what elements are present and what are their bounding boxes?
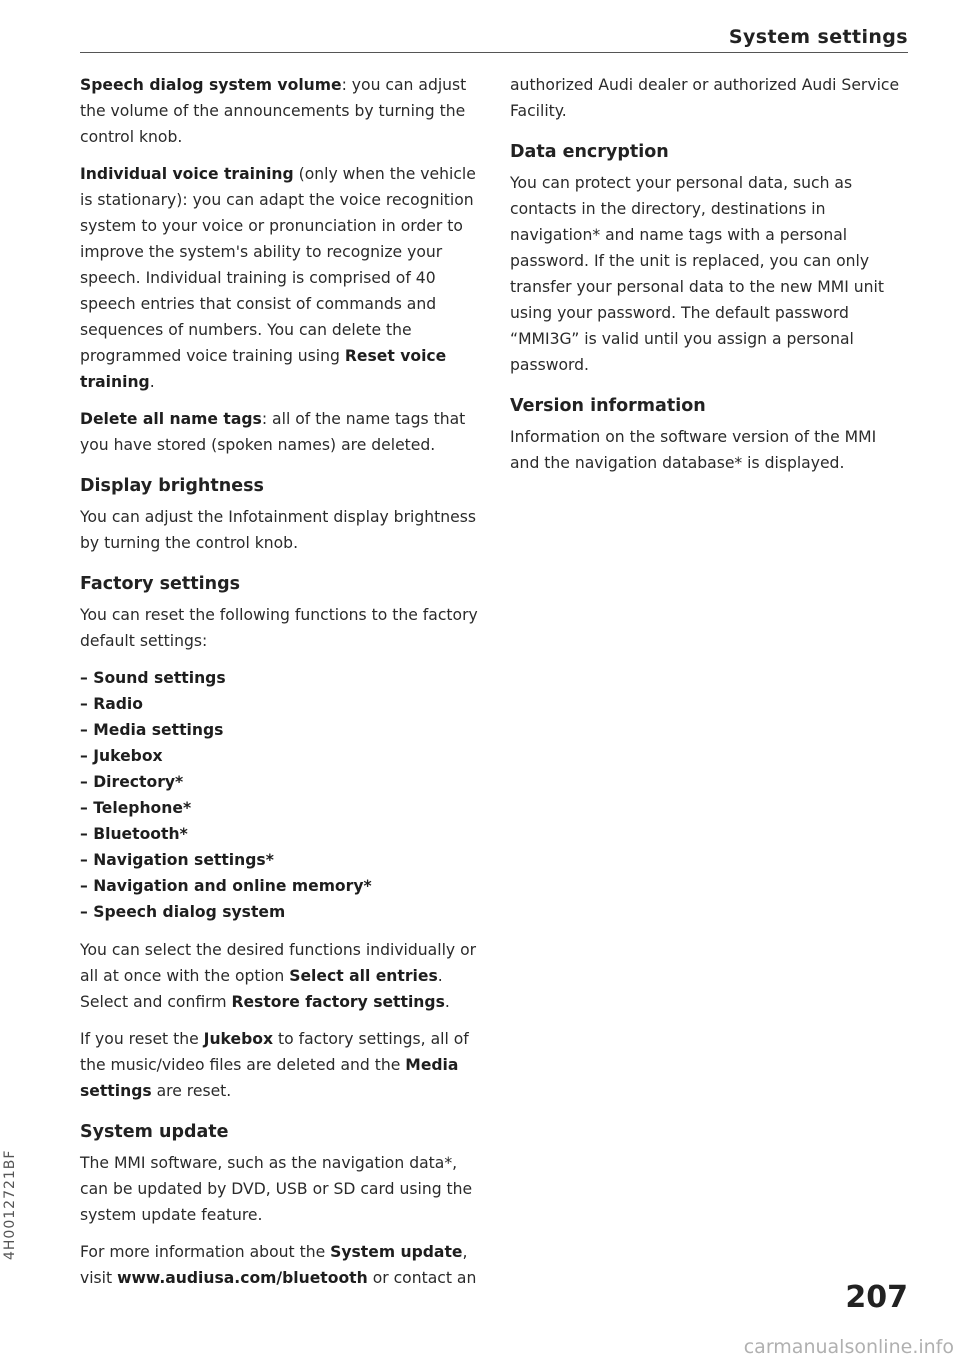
list-item: – Jukebox <box>80 747 163 765</box>
term-restore-factory-settings: Restore factory settings <box>231 993 445 1011</box>
speech-volume-paragraph <box>80 72 478 150</box>
page-number: 207 <box>845 1280 908 1315</box>
header-rule <box>80 52 908 53</box>
list-item: – Directory* <box>80 773 184 791</box>
select-entries-paragraph <box>80 937 478 1015</box>
list-item: – Navigation settings* <box>80 851 274 869</box>
list-item: – Sound settings <box>80 669 226 687</box>
term-reset-voice-training: Reset voice training <box>80 347 447 391</box>
document-code: 4H0012721BF <box>2 1149 18 1260</box>
version-information-text: Information on the software version of the MMI and the navigation database* is displayed. <box>510 428 877 472</box>
list-item: – Bluetooth* <box>80 825 188 843</box>
term-system-update: System update <box>330 1243 463 1261</box>
select-text-3: . <box>444 993 450 1011</box>
data-encryption-text: You can protect your personal data, such as contacts in the directory, destinations in navigation* and name tags with a personal password. If the unit is replaced, you can only transfer your personal data to the new MMI unit using your password. The default password “MMI3G” is valid until you assign a personal password. <box>510 174 884 374</box>
term-speech-volume: Speech dialog system volume <box>80 76 342 94</box>
list-item: – Navigation and online memory* <box>80 877 372 895</box>
continued-text: authorized Audi dealer or authorized Audi Service Facility. <box>510 76 900 120</box>
more-text-1: For more information about the <box>80 1243 331 1261</box>
term-delete-name-tags: Delete all name tags <box>80 410 262 428</box>
jukebox-reset-paragraph <box>80 1026 478 1104</box>
speech-volume-text: : you can adjust the volume of the announcements by turning the control knob. <box>80 76 467 146</box>
data-encryption-heading: Data encryption <box>510 142 669 162</box>
reset-text-2: to factory settings, all of the music/video files are deleted and the <box>80 1030 469 1074</box>
list-item: – Media settings <box>80 721 224 739</box>
list-item: – Radio <box>80 695 143 713</box>
more-text-2: , visit <box>80 1243 468 1287</box>
more-info-paragraph <box>80 1239 478 1291</box>
right-column <box>510 72 908 487</box>
version-information-heading: Version information <box>510 396 706 416</box>
delete-name-tags-text: : all of the name tags that you have stored (spoken names) are deleted. <box>80 410 466 454</box>
audi-url-link[interactable]: www.audiusa.com/bluetooth <box>117 1269 368 1287</box>
voice-training-paragraph <box>80 161 478 395</box>
delete-name-tags-paragraph <box>80 406 478 458</box>
voice-training-end: . <box>149 373 155 391</box>
more-text-3: or contact an <box>367 1269 477 1287</box>
watermark: carmanualsonline.info <box>743 1336 954 1358</box>
left-column <box>80 72 478 1302</box>
display-brightness-heading: Display brightness <box>80 476 264 496</box>
reset-text-1: If you reset the <box>80 1030 204 1048</box>
factory-settings-intro: You can reset the following functions to the factory default settings: <box>80 606 478 650</box>
system-update-text: The MMI software, such as the navigation data*, can be updated by DVD, USB or SD card using the system update feature. <box>80 1154 473 1224</box>
reset-text-3: are reset. <box>151 1082 232 1100</box>
select-text-1: You can select the desired functions individually or all at once with the option <box>80 941 477 985</box>
factory-settings-heading: Factory settings <box>80 574 241 594</box>
term-select-all-entries: Select all entries <box>289 967 438 985</box>
voice-training-text: (only when the vehicle is stationary): you can adapt the voice recognition system to your voice or pronunciation in order to improve the system's ability to recognize your speech. Individual training is comprised of 40 speech entries that consist of commands and sequences of numbers. You can delete the programmed voice training using <box>80 165 476 365</box>
term-jukebox: Jukebox <box>203 1030 274 1048</box>
list-item: – Telephone* <box>80 799 192 817</box>
factory-settings-list <box>80 665 478 925</box>
display-brightness-text: You can adjust the Infotainment display brightness by turning the control knob. <box>80 508 476 552</box>
running-header: System settings <box>728 26 908 48</box>
select-text-2: . Select and confirm <box>80 967 443 1011</box>
term-media-settings: Media settings <box>80 1056 459 1100</box>
system-update-heading: System update <box>80 1122 229 1142</box>
term-voice-training: Individual voice training <box>80 165 294 183</box>
list-item: – Speech dialog system <box>80 903 286 921</box>
